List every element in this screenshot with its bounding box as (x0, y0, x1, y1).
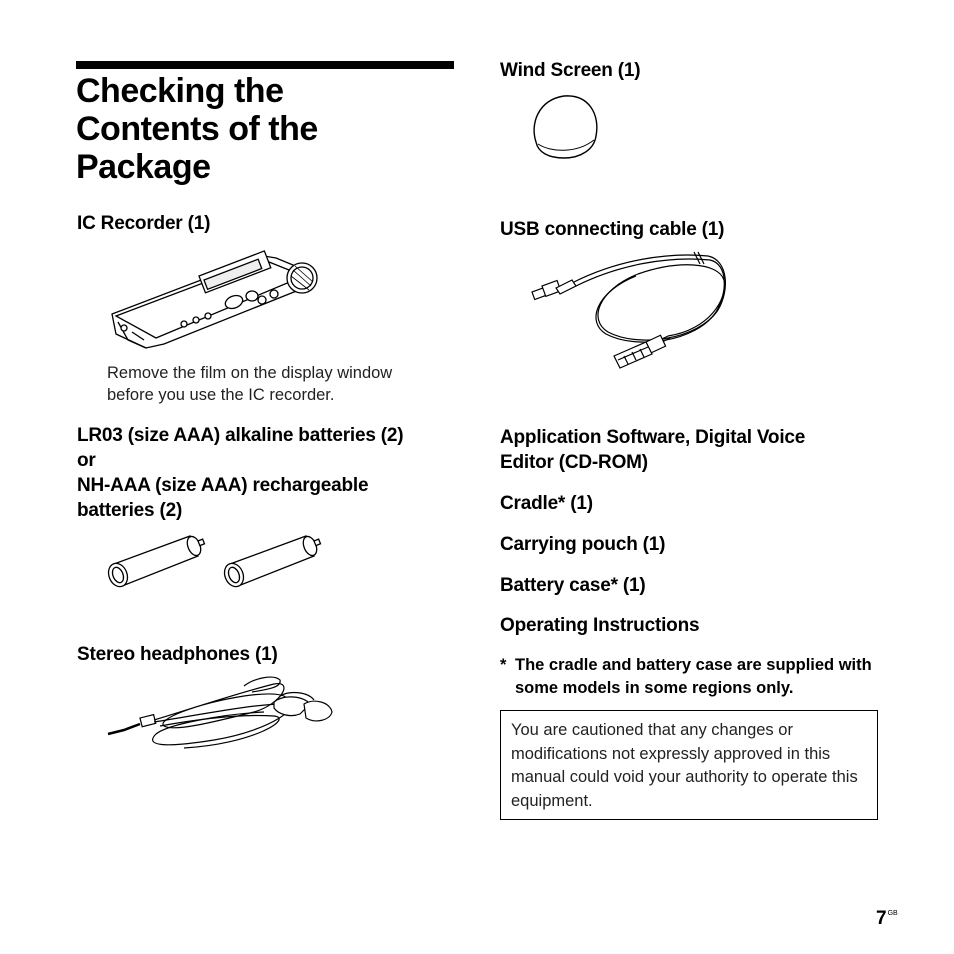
batteries-heading-or: or (77, 450, 96, 471)
battery-illustration-1 (104, 532, 208, 594)
batteries-heading (77, 423, 457, 523)
ic-recorder-illustration (104, 244, 324, 352)
page-number-suffix: GB (887, 910, 898, 917)
battery-case-item: Battery case* (1) (500, 575, 646, 596)
footnote (500, 654, 880, 700)
usb-cable-heading: USB connecting cable (1) (500, 219, 725, 240)
software-heading-line1: Application Software, Digital Voice (500, 427, 806, 448)
wind-screen-heading: Wind Screen (1) (500, 60, 641, 81)
footnote-mark: * (500, 656, 507, 674)
page-title: Checking the Contents of the Package (76, 72, 318, 186)
software-heading-line2: Editor (CD-ROM) (500, 452, 648, 473)
instructions-item: Operating Instructions (500, 615, 700, 636)
cradle-item: Cradle* (1) (500, 493, 593, 514)
battery-illustration-2 (220, 532, 324, 594)
wind-screen-illustration (530, 94, 602, 162)
batteries-heading-line4: batteries (2) (77, 500, 183, 521)
footnote-text: The cradle and battery case are supplied with some models in some regions only. (515, 656, 872, 697)
page-number (876, 908, 898, 930)
pouch-item: Carrying pouch (1) (500, 534, 666, 555)
software-heading (500, 425, 900, 475)
title-rule (76, 61, 454, 69)
batteries-heading-line3: NH-AAA (size AAA) rechargeable (77, 475, 369, 496)
headphones-illustration (104, 674, 336, 754)
batteries-heading-line1: LR03 (size AAA) alkaline batteries (2) (77, 425, 404, 446)
ic-recorder-note: Remove the film on the display window before you use the IC recorder. (107, 364, 393, 404)
ic-recorder-heading: IC Recorder (1) (77, 213, 211, 234)
usb-cable-illustration (528, 250, 732, 378)
page-number-value: 7 (876, 908, 887, 929)
caution-box: You are cautioned that any changes or modifications not expressly approved in this manual could void your authority to operate this equipment. (500, 710, 878, 820)
headphones-heading: Stereo headphones (1) (77, 644, 278, 665)
